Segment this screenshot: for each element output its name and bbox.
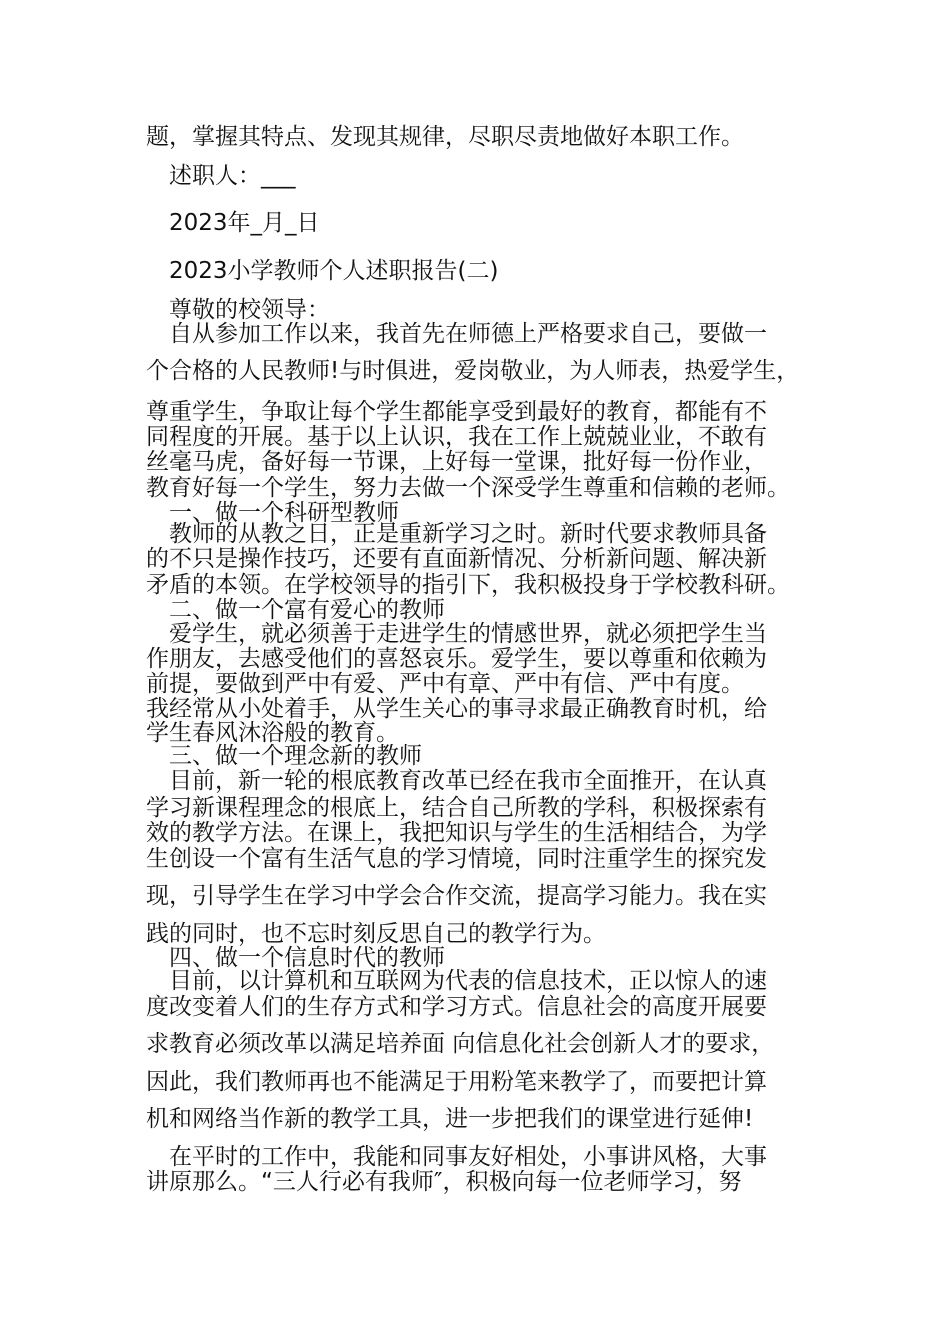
date-line: 2023年_月_日 [169,210,320,236]
text-line: 题，掌握其特点、发现其规律，尽职尽责地做好本职工作。 [146,124,744,150]
text-line: 目前，以计算机和互联网为代表的信息技术，正以惊人的速 [169,968,767,994]
text-line: 爱学生，就必须善于走进学生的情感世界，就必须把学生当 [169,621,767,647]
text-line: 目前，新一轮的根底教育改革已经在我市全面推开，在认真 [169,768,767,794]
text-line: 教育好每一个学生，努力去做一个深受学生尊重和信赖的老师。 [146,475,790,501]
text-line: 前提，要做到严中有爱、严中有章、严中有信、严中有度。 [146,671,744,697]
text-line: 个合格的人民教师!与时俱进，爱岗敬业，为人师表，热爱学生， [146,358,800,384]
section-heading: 三、做一个理念新的教师 [169,743,422,769]
signature-line: 述职人：___ [169,163,296,189]
report-title: 2023小学教师个人述职报告(二) [169,258,499,284]
text-line: 尊重学生，争取让每个学生都能享受到最好的教育，都能有不 [146,399,767,425]
text-line: 学习新课程理念的根底上，结合自己所教的学科，积极探索有 [146,795,767,821]
text-line: 效的教学方法。在课上，我把知识与学生的生活相结合，为学 [146,820,767,846]
text-line: 生创设一个富有生活气息的学习情境，同时注重学生的探究发 [146,846,767,872]
text-line: 践的同时，也不忘时刻反思自己的教学行为。 [146,921,606,947]
text-line: 机和网络当作新的教学工具，进一步把我们的课堂进行延伸! [146,1106,754,1132]
salutation: 尊敬的校领导： [169,297,330,323]
text-line: 现，引导学生在学习中学会合作交流，提高学习能力。我在实 [146,883,767,909]
text-line: 教师的从教之日，正是重新学习之时。新时代要求教师具备 [169,521,767,547]
section-heading: 二、做一个富有爱心的教师 [169,597,445,623]
section-heading: 四、做一个信息时代的教师 [169,945,445,971]
text-line: 求教育必须改革以满足培养面 向信息化社会创新人才的要求， [146,1031,775,1057]
text-line: 在平时的工作中，我能和同事友好相处，小事讲风格，大事 [169,1144,767,1170]
text-line: 的不只是操作技巧，还要有直面新情况、分析新问题、解决新 [146,546,767,572]
text-line: 因此，我们教师再也不能满足于用粉笔来教学了，而要把计算 [146,1069,767,1095]
text-line: 学生春风沐浴般的教育。 [146,720,399,746]
section-heading: 一、做一个科研型教师 [169,500,399,526]
text-line: 自从参加工作以来，我首先在师德上严格要求自己，要做一 [169,321,767,347]
text-line: 讲原那么。“三人行必有我师″，积极向每一位老师学习，努 [146,1169,742,1195]
text-line: 丝毫马虎，备好每一节课，上好每一堂课，批好每一份作业， [146,449,767,475]
text-line: 作朋友，去感受他们的喜怒哀乐。爱学生，要以尊重和依赖为 [146,646,767,672]
text-line: 我经常从小处着手，从学生关心的事寻求最正确教育时机，给 [146,696,767,722]
text-line: 度改变着人们的生存方式和学习方式。信息社会的高度开展要 [146,994,767,1020]
text-line: 矛盾的本领。在学校领导的指引下，我积极投身于学校教科研。 [146,572,790,598]
text-line: 同程度的开展。基于以上认识，我在工作上兢兢业业，不敢有 [146,424,767,450]
